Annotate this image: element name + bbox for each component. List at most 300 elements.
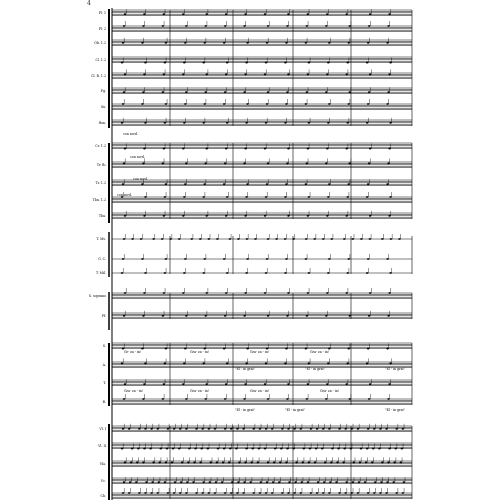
note-head [225, 383, 228, 385]
note-head [217, 448, 220, 450]
note-head [285, 258, 288, 260]
note-head [202, 363, 205, 365]
note-head [161, 238, 164, 240]
note-head [308, 196, 311, 198]
note-head [330, 238, 333, 240]
note-head [164, 122, 167, 124]
note-head [366, 196, 369, 198]
note-head [381, 238, 384, 240]
note-head [124, 292, 127, 294]
note-head [246, 348, 249, 350]
note-head [389, 272, 392, 274]
note-head [266, 103, 269, 105]
note-head [387, 398, 390, 400]
note-head [345, 383, 348, 385]
note-head [369, 383, 372, 385]
instrument-label: S. [102, 344, 106, 348]
note-head [327, 122, 330, 124]
note-head [308, 272, 311, 274]
note-head [301, 462, 304, 464]
lyric: Gra- za - in! [310, 350, 330, 354]
instrument-label: Tr. 1.2 [95, 181, 106, 185]
note-head [122, 103, 125, 105]
note-head [192, 481, 195, 483]
note-head [267, 25, 270, 27]
note-head [264, 148, 267, 150]
note-head [162, 315, 165, 317]
staff [112, 213, 412, 219]
note-head [401, 448, 404, 450]
instrument-label: Sx. [101, 105, 106, 109]
note-head [231, 481, 234, 483]
note-head [371, 462, 374, 464]
note-head [243, 398, 246, 400]
note-head [184, 42, 187, 44]
note-head [387, 163, 390, 165]
staff [112, 143, 412, 149]
note-head [245, 363, 248, 365]
note-head [237, 238, 240, 240]
instrument-label: Cr. 1.2 [95, 144, 106, 148]
note-head [284, 363, 287, 365]
note-head [369, 292, 372, 294]
lyric: Gra- za - in! [124, 389, 144, 393]
note-head [367, 42, 370, 44]
note-head [215, 481, 218, 483]
note-head [230, 492, 233, 494]
note-head [230, 428, 233, 430]
note-head [123, 25, 126, 27]
note-head [330, 462, 333, 464]
note-head [163, 292, 166, 294]
note-head [367, 492, 370, 494]
note-head [238, 462, 241, 464]
note-head [243, 481, 246, 483]
note-head [364, 481, 367, 483]
note-head [386, 481, 389, 483]
note-head [307, 215, 310, 217]
note-head [284, 122, 287, 124]
note-head [326, 383, 329, 385]
note-head [202, 481, 205, 483]
note-head [344, 492, 347, 494]
lyric: "El - in grai" [385, 367, 405, 371]
note-head [267, 398, 270, 400]
note-head [305, 258, 308, 260]
note-head [223, 183, 226, 185]
note-head [142, 398, 145, 400]
note-head [128, 492, 131, 494]
note-head [122, 183, 125, 185]
note-head [203, 42, 206, 44]
note-head [222, 462, 225, 464]
note-head [242, 492, 245, 494]
note-head [143, 74, 146, 76]
note-head [386, 348, 389, 350]
note-head [328, 42, 331, 44]
note-head [351, 428, 354, 430]
note-head [387, 462, 390, 464]
note-head [187, 462, 190, 464]
note-head [224, 315, 227, 317]
instrument-label: A. [102, 363, 106, 367]
note-head [202, 122, 205, 124]
note-head [165, 183, 168, 185]
note-head [367, 183, 370, 185]
note-head [366, 62, 369, 64]
note-head [123, 238, 126, 240]
note-head [369, 13, 372, 15]
note-head [141, 103, 144, 105]
note-head [142, 163, 145, 165]
note-head [156, 492, 159, 494]
note-head [205, 215, 208, 217]
note-head [322, 492, 325, 494]
note-head [328, 258, 331, 260]
annotation-con-sord-3: con sord. [133, 177, 148, 181]
note-head [387, 315, 390, 317]
note-head [165, 462, 168, 464]
note-head [224, 428, 227, 430]
barlines [170, 10, 412, 499]
note-head [221, 481, 224, 483]
note-head [128, 428, 131, 430]
note-head [308, 363, 311, 365]
note-head [368, 315, 371, 317]
note-head [280, 448, 283, 450]
note-head [379, 492, 382, 494]
note-head [392, 481, 395, 483]
note-head [144, 62, 147, 64]
note-head [244, 215, 247, 217]
note-head [366, 448, 369, 450]
note-head [350, 448, 353, 450]
note-head [344, 428, 347, 430]
note-head [310, 428, 313, 430]
note-head [142, 91, 145, 93]
note-head [385, 492, 388, 494]
note-head [204, 315, 207, 317]
note-head [216, 238, 219, 240]
note-head [203, 103, 206, 105]
note-head [367, 103, 370, 105]
note-head [223, 42, 226, 44]
note-head [388, 292, 391, 294]
note-head [121, 122, 124, 124]
note-head [359, 462, 362, 464]
note-head [265, 492, 268, 494]
note-head [287, 383, 290, 385]
note-head [348, 163, 351, 165]
note-head [267, 462, 270, 464]
note-head [275, 238, 278, 240]
note-head [194, 448, 197, 450]
lyric: Gra- za - in! [250, 389, 270, 393]
note-head [252, 428, 255, 430]
note-head [322, 428, 325, 430]
note-head [204, 398, 207, 400]
note-head [381, 462, 384, 464]
note-head [246, 103, 249, 105]
note-head [345, 215, 348, 217]
note-head [386, 258, 389, 260]
note-head [245, 272, 248, 274]
note-head [165, 103, 168, 105]
note-head [285, 42, 288, 44]
note-head [183, 62, 186, 64]
note-head [144, 122, 147, 124]
note-head [182, 148, 185, 150]
note-head [293, 428, 296, 430]
note-head [163, 13, 166, 15]
note-head [281, 492, 284, 494]
instrument-labels [89, 11, 107, 498]
note-head [226, 363, 229, 365]
note-head [144, 272, 147, 274]
note-head [226, 122, 229, 124]
annotation-con-sord-1: con sord. [123, 132, 138, 136]
note-head [141, 258, 144, 260]
note-head [143, 215, 146, 217]
note-head [307, 13, 310, 15]
note-head [267, 315, 270, 317]
note-head [138, 492, 141, 494]
note-head [254, 238, 257, 240]
note-head [327, 196, 330, 198]
note-head [152, 462, 155, 464]
staff [112, 104, 412, 110]
note-head [357, 428, 360, 430]
note-head [124, 13, 127, 15]
note-head [337, 448, 340, 450]
note-head [242, 428, 245, 430]
lyrics-tenor [124, 389, 339, 393]
lyric: Gra- za - in! [320, 389, 340, 393]
note-head [306, 315, 309, 317]
note-head [264, 383, 267, 385]
note-head [368, 163, 371, 165]
note-head [287, 74, 290, 76]
note-head [328, 183, 331, 185]
note-head [347, 258, 350, 260]
note-head [278, 481, 281, 483]
note-head [388, 13, 391, 15]
note-head [145, 481, 148, 483]
note-head [244, 292, 247, 294]
note-head [185, 398, 188, 400]
note-head [244, 383, 247, 385]
note-head [305, 103, 308, 105]
note-head [224, 91, 227, 93]
note-head [266, 42, 269, 44]
note-head [265, 122, 268, 124]
note-head [122, 428, 125, 430]
note-head [286, 398, 289, 400]
note-head [306, 398, 309, 400]
note-head [264, 215, 267, 217]
note-head [380, 481, 383, 483]
note-head [223, 103, 226, 105]
note-head [184, 258, 187, 260]
note-head [184, 103, 187, 105]
note-head [287, 13, 290, 15]
note-head [402, 428, 405, 430]
note-head [141, 42, 144, 44]
note-head [286, 163, 289, 165]
note-head [267, 91, 270, 93]
note-head [386, 103, 389, 105]
note-head [185, 492, 188, 494]
instrument-label: Bsn. [98, 121, 106, 125]
note-head [183, 363, 186, 365]
note-head [264, 292, 267, 294]
note-head [143, 383, 146, 385]
note-head [287, 492, 290, 494]
note-head [143, 148, 146, 150]
instrument-label: Vla. [99, 462, 106, 466]
note-head [389, 363, 392, 365]
note-head [225, 13, 228, 15]
note-head [178, 448, 181, 450]
note-head [388, 448, 391, 450]
note-head [288, 481, 291, 483]
note-head [165, 348, 168, 350]
note-head [395, 428, 398, 430]
note-head [369, 215, 372, 217]
note-head [343, 448, 346, 450]
note-head [188, 448, 191, 450]
note-head [205, 148, 208, 150]
note-head [214, 428, 217, 430]
note-head [210, 462, 213, 464]
note-head [402, 492, 405, 494]
note-head [162, 398, 165, 400]
note-head [368, 25, 371, 27]
note-head [281, 428, 284, 430]
note-head [149, 448, 152, 450]
instrument-label: B. [102, 400, 106, 404]
note-head [121, 363, 124, 365]
note-head [142, 462, 145, 464]
note-head [165, 258, 168, 260]
note-head [285, 103, 288, 105]
note-head [335, 481, 338, 483]
note-head [292, 238, 295, 240]
note-head [173, 428, 176, 430]
note-head [279, 462, 282, 464]
instrument-label: Tr. B♭ [96, 163, 106, 167]
note-head [166, 448, 169, 450]
note-head [244, 148, 247, 150]
note-head [164, 272, 167, 274]
note-head [163, 215, 166, 217]
lyric: Gra- za - in! [250, 350, 270, 354]
note-head [195, 428, 198, 430]
note-head [374, 481, 377, 483]
note-head [167, 428, 170, 430]
note-head [158, 462, 161, 464]
note-head [309, 448, 312, 450]
note-head [266, 481, 269, 483]
note-head [266, 183, 269, 185]
note-head [358, 481, 361, 483]
note-head [326, 292, 329, 294]
note-head [203, 258, 206, 260]
note-head [202, 196, 205, 198]
note-head [244, 13, 247, 15]
note-head [315, 448, 318, 450]
note-head [216, 462, 219, 464]
note-head [226, 272, 229, 274]
note-head [329, 481, 332, 483]
note-head [345, 74, 348, 76]
instrument-label: T. [103, 381, 106, 385]
note-head [331, 448, 334, 450]
note-head [267, 238, 270, 240]
staff [112, 73, 412, 79]
note-head [346, 122, 349, 124]
note-head [136, 462, 139, 464]
note-head [325, 315, 328, 317]
instrument-label: Tba. [98, 214, 106, 218]
note-head [195, 492, 198, 494]
note-head [348, 398, 351, 400]
note-head [173, 492, 176, 494]
note-head [223, 448, 226, 450]
note-head [204, 163, 207, 165]
note-head [307, 481, 310, 483]
note-head [323, 481, 326, 483]
instrument-label: Pf. [101, 314, 106, 318]
note-head [186, 481, 189, 483]
note-head [152, 238, 155, 240]
note-head [307, 148, 310, 150]
note-head [229, 238, 232, 240]
note-head [366, 272, 369, 274]
note-head [183, 196, 186, 198]
note-head [246, 238, 249, 240]
note-head [209, 481, 212, 483]
note-head [225, 292, 228, 294]
note-head [185, 25, 188, 27]
note-head [179, 492, 182, 494]
note-head [144, 363, 147, 365]
lyric: "El - in grai" [385, 408, 405, 412]
note-head [292, 448, 295, 450]
staff [112, 380, 412, 386]
instrument-label: Cl. 1.2 [95, 58, 106, 62]
note-head [346, 363, 349, 365]
lyric: "El - in grai" [305, 367, 325, 371]
note-head [387, 25, 390, 27]
note-head [327, 62, 330, 64]
note-head [140, 238, 143, 240]
note-head [346, 272, 349, 274]
note-head [369, 238, 372, 240]
note-head [285, 183, 288, 185]
note-head [137, 448, 140, 450]
note-head [388, 74, 391, 76]
note-head [379, 428, 382, 430]
note-head [224, 492, 227, 494]
note-head [286, 315, 289, 317]
note-head [244, 74, 247, 76]
note-head [182, 215, 185, 217]
note-head [203, 183, 206, 185]
instrument-label: T. Ms. [96, 237, 106, 241]
note-head [164, 481, 167, 483]
note-head [162, 91, 165, 93]
